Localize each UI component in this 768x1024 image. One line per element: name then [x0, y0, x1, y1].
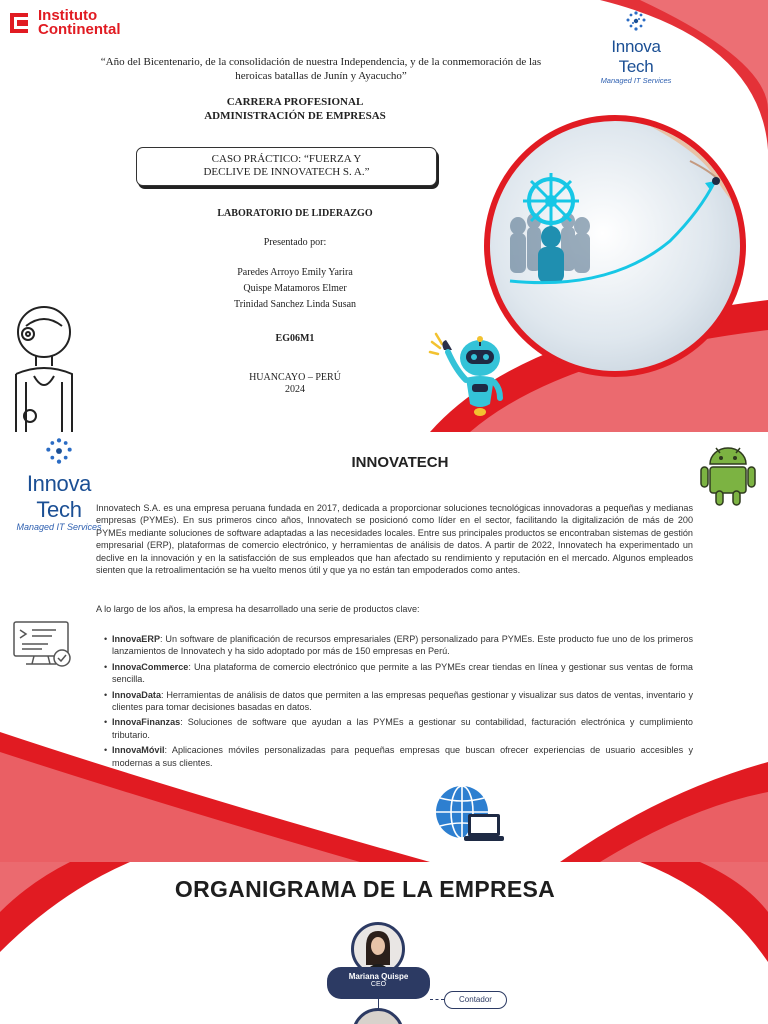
page-title: INNOVATECH — [351, 454, 449, 471]
page-title: ORGANIGRAMA DE LA EMPRESA — [174, 876, 556, 902]
innova-logo-name: Innova Tech — [611, 37, 661, 76]
android-icon — [700, 440, 756, 506]
ceo-name: Mariana Quispe — [348, 972, 409, 981]
org-connector — [430, 999, 444, 1000]
year-motto: “Año del Bicentenario, de la consolidación de nuestra Independencia, y de la conmemoración de las heroicas batallas de Junín y Ayacucho” — [100, 56, 542, 82]
list-item — [104, 661, 693, 686]
institute-name-line2: Continental — [38, 21, 121, 38]
innova-dots-icon — [624, 10, 648, 32]
case-title-box — [136, 147, 437, 186]
globe-laptop-icon — [434, 784, 506, 850]
hand-growth-chart-illustration — [490, 121, 740, 371]
year-label: 2024 — [285, 384, 305, 395]
product-name: InnovaMóvil — [112, 745, 165, 756]
place-and-year — [150, 372, 440, 396]
group-code: EG06M1 — [275, 333, 315, 344]
ceo-role: CEO — [370, 981, 387, 988]
person-photo-icon — [354, 925, 402, 973]
product-desc: : Herramientas de análisis de datos que permiten a las empresas pequeñas gestionar y visualizar sus datos de ventas, inventario y clientes para tomar decisiones basadas en datos. — [112, 689, 693, 713]
instituto-continental-logo — [6, 9, 121, 37]
product-desc: : Aplicaciones móviles personalizadas para pequeñas empresas que buscan ofrecer experiencias de usuario accesibles y modernas a sus clientes. — [112, 745, 693, 768]
institute-name-line1: Instituto — [38, 7, 98, 24]
company-page — [0, 432, 768, 862]
ceo-node — [327, 967, 430, 999]
monitor-settings-icon — [12, 620, 74, 668]
leadership-photo — [484, 115, 746, 377]
company-description: Innovatech S.A. es una empresa peruana fundada en 2017, dedicada a proporcionar soluciones tecnológicas innovadoras a pequeñas y medianas empresas (PYMEs). En sus primeros cinco años, Innovatech se posicionó como líder en el sector, facilitando la digitalización de más de 200 PYMEs mediante soluciones de software adaptadas a las necesidades locales. Entre sus principales productos se encontraban sistemas de gestión empresarial (ERP), plataformas de comercio electrónico, y herramientas de análisis de datos. A partir de 2022, Innovatech ha experimentado un declive en la innovación y en la satisfacción de sus empleados que han afectado su rendimiento y reputación en el mercado. Algunos empleados sienten que la retroalimentación se ha vuelto menos útil y que ya no están tan empoderados como antes. — [96, 503, 693, 576]
product-name: InnovaCommerce — [112, 661, 189, 672]
innova-dots-icon — [43, 436, 75, 466]
authors-list — [150, 265, 440, 313]
robot-lineart-illustration — [6, 304, 82, 432]
author-name: Quispe Matamoros Elmer — [243, 283, 347, 294]
cover-page — [0, 0, 768, 432]
list-item — [104, 689, 693, 714]
career-heading — [150, 95, 440, 123]
product-desc: : Soluciones de software que ayudan a las PYMEs a gestionar su contabilidad, facturación electrónica y cumplimiento tributario. — [112, 717, 693, 740]
products-list — [104, 633, 693, 772]
career-line1: CARRERA PROFESIONAL — [226, 96, 364, 108]
author-name: Trinidad Sanchez Linda Susan — [233, 299, 357, 310]
city-label: HUANCAYO – PERÚ — [249, 372, 341, 383]
products-intro: A lo largo de los años, la empresa ha desarrollado una serie de productos clave: — [96, 604, 420, 614]
career-line2: ADMINISTRACIÓN DE EMPRESAS — [204, 110, 386, 122]
product-desc: : Un software de planificación de recursos empresariales (ERP) personalizado para PYMEs. Este producto fue uno de los primeros lanzamientos de Innovatech y ha sido adoptado por más de 150 empresas en Perú. — [112, 634, 693, 657]
product-desc: : Una plataforma de comercio electrónico que permite a las PYMEs crear tiendas en línea y gestionar sus ventas de forma sencilla. — [112, 661, 693, 685]
waving-robot-illustration — [428, 332, 512, 418]
innova-logo-name: Innova Tech — [26, 471, 92, 522]
case-line1: CASO PRÁCTICO: “FUERZA Y — [211, 153, 362, 165]
list-item — [104, 716, 693, 741]
list-item — [104, 633, 693, 658]
innova-tech-logo — [594, 10, 678, 85]
innova-logo-subtitle: Managed IT Services — [600, 76, 672, 85]
product-name: InnovaFinanzas — [112, 717, 181, 728]
list-item — [104, 744, 693, 769]
org-chart-page — [0, 862, 768, 1024]
author-name: Paredes Arroyo Emily Yarira — [237, 267, 353, 278]
case-line2: DECLIVE DE INNOVATECH S. A.” — [203, 166, 370, 178]
innova-logo-subtitle: Managed IT Services — [16, 522, 102, 532]
product-name: InnovaERP — [112, 634, 161, 644]
presented-by-label: Presentado por: — [263, 237, 327, 248]
product-name: InnovaData — [112, 689, 162, 700]
contador-node: Contador — [444, 991, 507, 1009]
lab-title: LABORATORIO DE LIDERAZGO — [217, 208, 373, 219]
continental-mark-icon — [6, 9, 32, 37]
